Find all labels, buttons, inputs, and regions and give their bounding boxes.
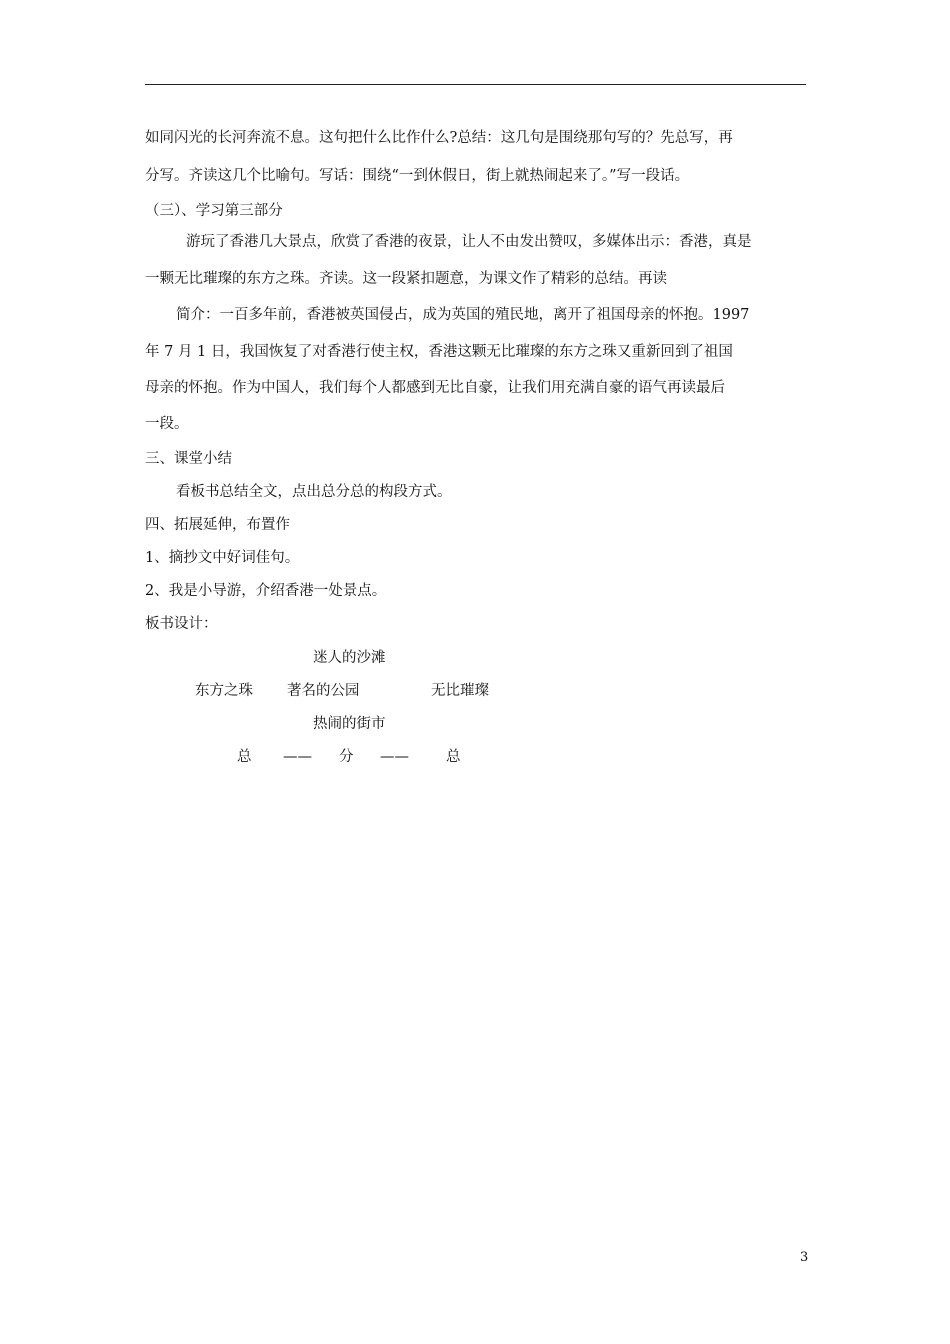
text-line: 简介：一百多年前，香港被英国侵占，成为英国的殖民地，离开了祖国母亲的怀抱。1997 xyxy=(176,307,750,323)
header-rule xyxy=(145,84,806,85)
board-dash: —— xyxy=(380,749,409,765)
board-bottom: 热闹的街市 xyxy=(313,716,386,732)
text-line: 游玩了香港几大景点，欣赏了香港的夜景，让人不由发出赞叹，多媒体出示：香港，真是 xyxy=(186,234,752,250)
text-line: 分写。齐读这几个比喻句。写话：围绕“一到休假日，街上就热闹起来了。”写一段话。 xyxy=(145,168,690,184)
board-left: 东方之珠 xyxy=(195,683,253,699)
text-line: 一段。 xyxy=(145,416,189,432)
section-heading: 板书设计： xyxy=(145,616,218,632)
list-item: 1、摘抄文中好词佳句。 xyxy=(145,550,300,566)
text-line: 如同闪光的长河奔流不息。这句把什么比作什么?总结：这几句是围绕那句写的？先总写，再 xyxy=(145,130,733,146)
section-heading: 三、课堂小结 xyxy=(145,451,232,467)
section-heading: 四、拓展延伸，布置作 xyxy=(145,517,290,533)
list-item: 2、我是小导游，介绍香港一处景点。 xyxy=(145,583,387,599)
board-sum-start: 总 xyxy=(237,749,252,765)
board-top: 迷人的沙滩 xyxy=(313,650,386,666)
text-line: 一颗无比璀璨的东方之珠。齐读。这一段紧扣题意，为课文作了精彩的总结。再读 xyxy=(145,271,667,287)
board-sum-end: 总 xyxy=(446,749,461,765)
board-fen: 分 xyxy=(339,749,354,765)
page-number: 3 xyxy=(800,1250,809,1265)
board-dash: —— xyxy=(283,749,312,765)
text-line: 母亲的怀抱。作为中国人，我们每个人都感到无比自豪，让我们用充满自豪的语气再读最后 xyxy=(145,380,725,396)
section-heading: （三）、学习第三部分 xyxy=(145,203,283,219)
board-right: 无比璀璨 xyxy=(431,683,489,699)
board-middle: 著名的公园 xyxy=(287,683,360,699)
text-line: 看板书总结全文，点出总分总的构段方式。 xyxy=(176,484,452,500)
text-line: 年 7 月 1 日，我国恢复了对香港行使主权，香港这颗无比璀璨的东方之珠又重新回到了祖国 xyxy=(145,344,733,360)
